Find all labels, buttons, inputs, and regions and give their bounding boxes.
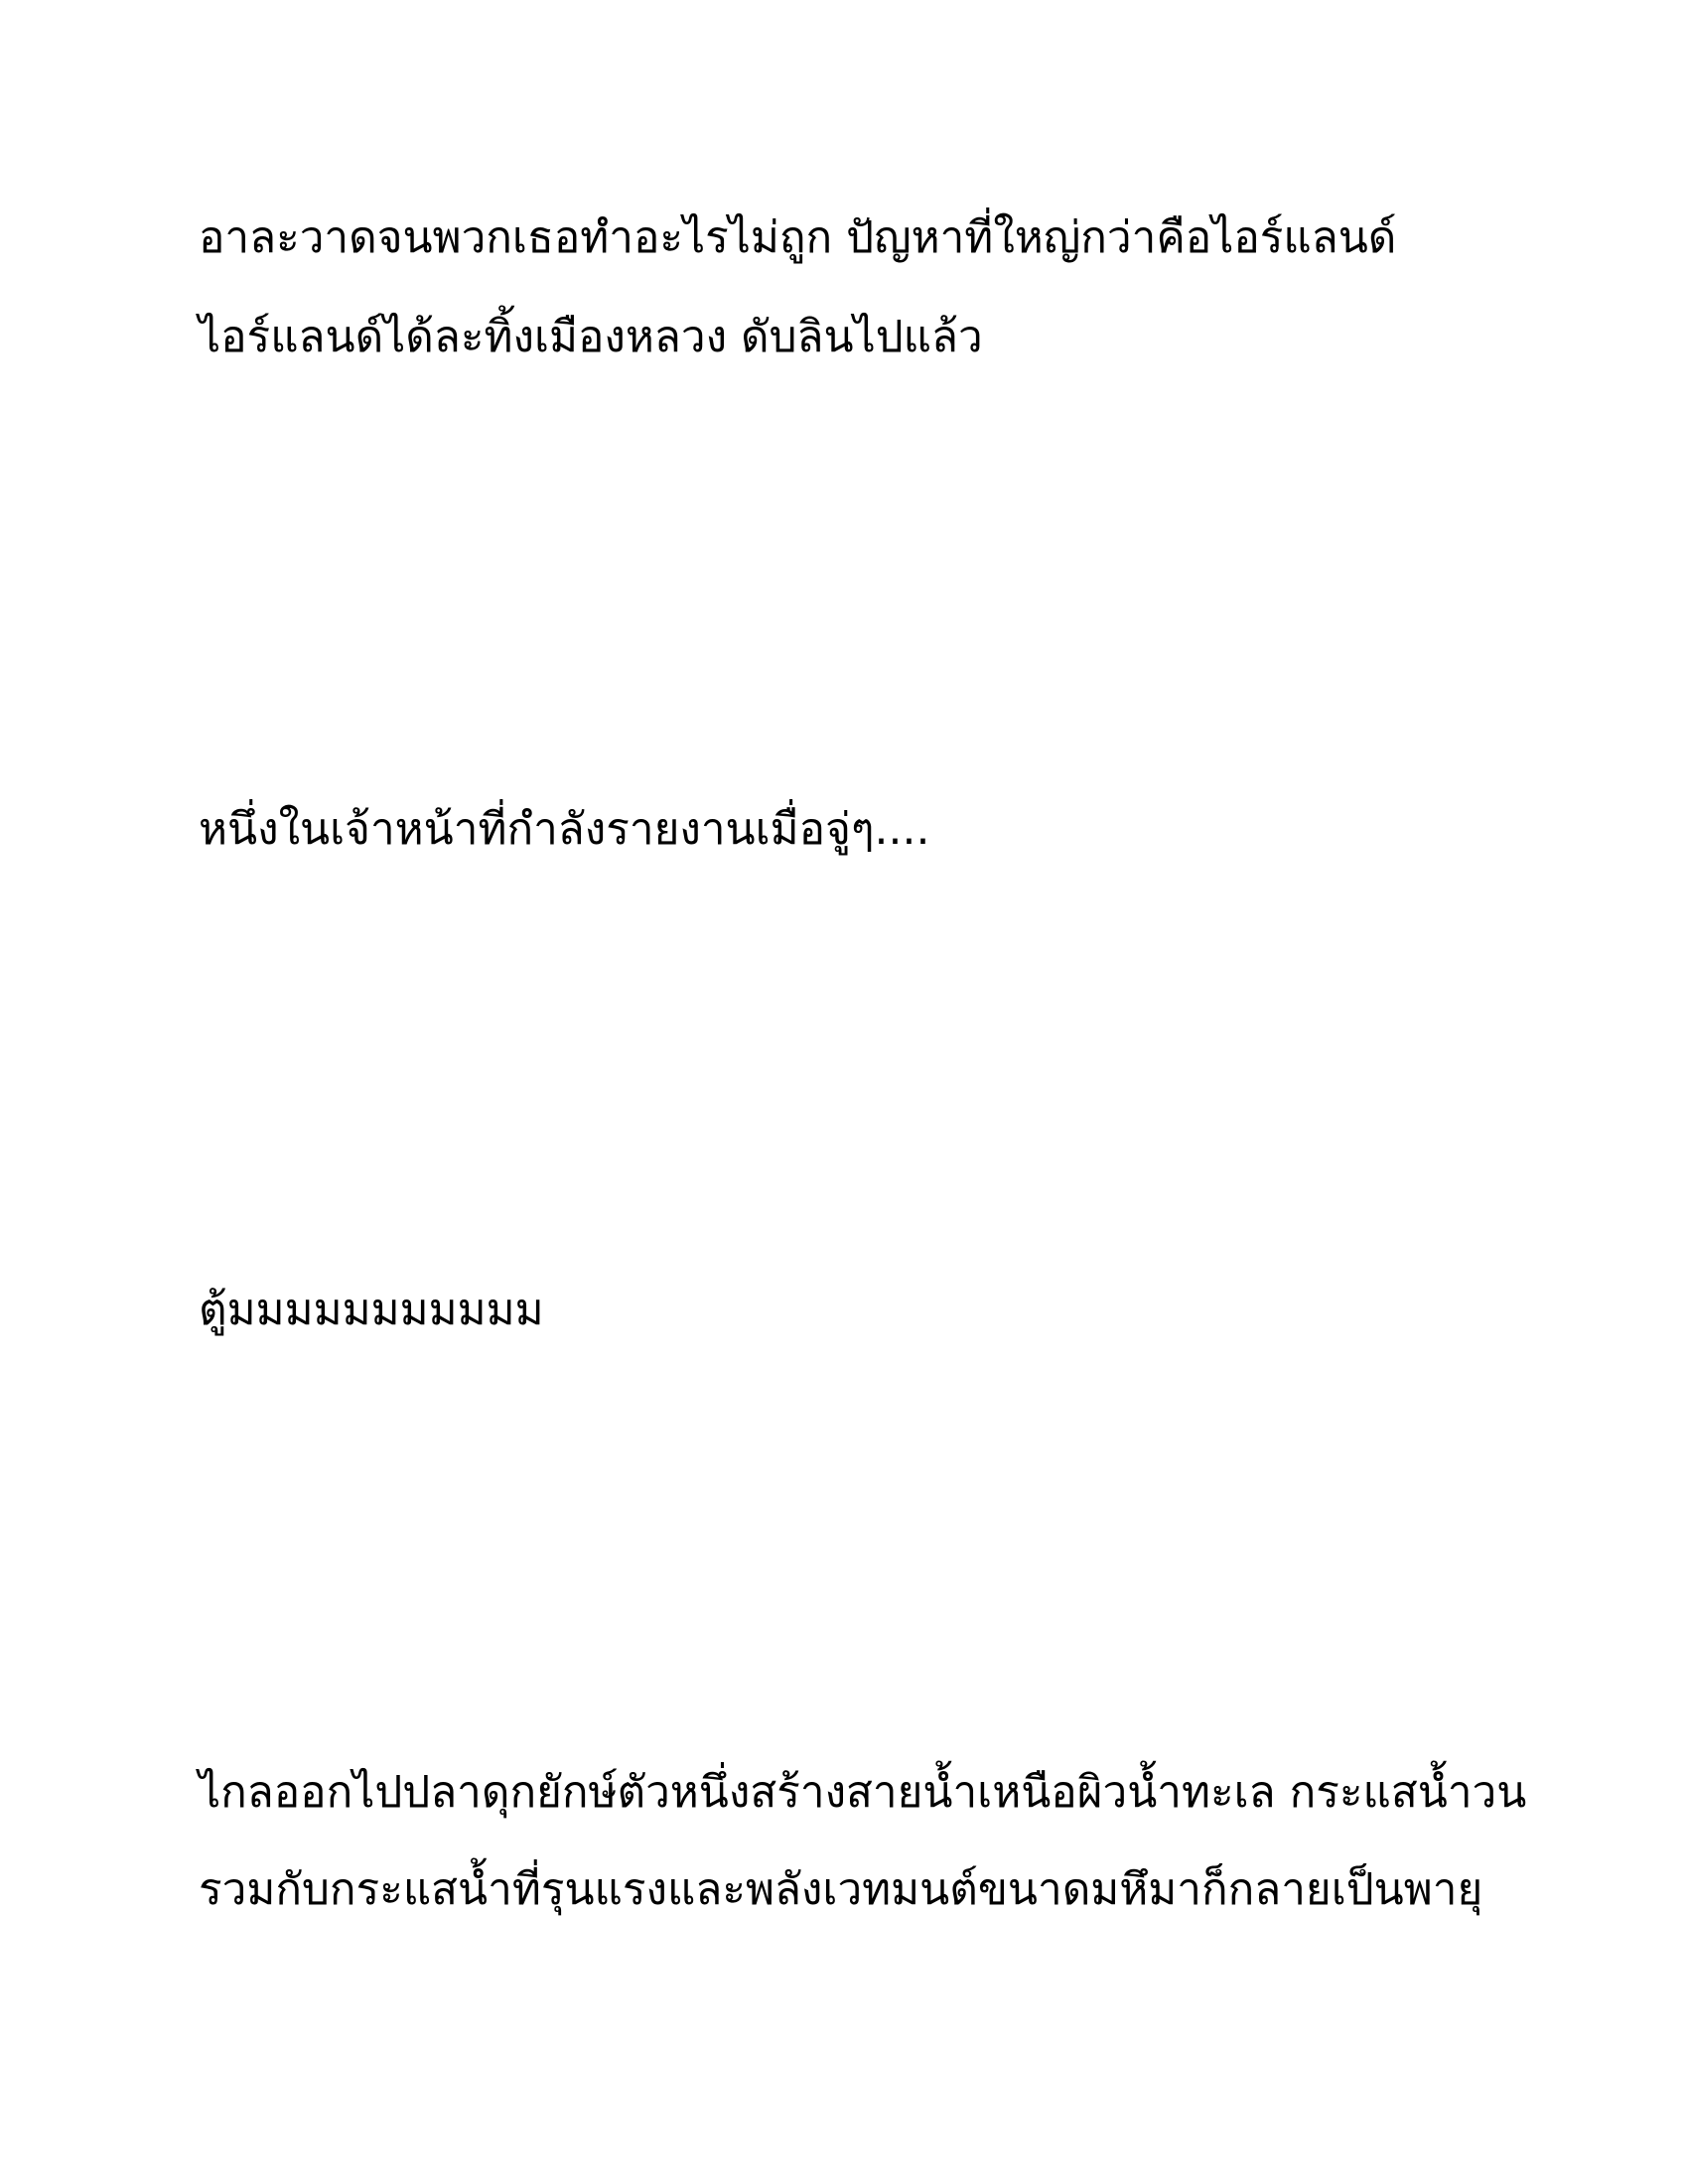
paragraph-3-line-1: ตู้มมมมมมมมมมม [199, 1285, 544, 1335]
paragraph-1-line-2: ไอร์แลนด์ได้ละทิ้งเมืองหลวง ดับลินไปแล้ว [199, 312, 983, 362]
paragraph-1-line-1: อาละวาดจนพวกเธอทำอะไรไม่ถูก ปัญหาที่ใหญ่กว่าคือไอร์แลนด์ [199, 212, 1397, 263]
paragraph-4-line-1: ไกลออกไปปลาดุกยักษ์ตัวหนึ่งสร้างสายน้ำเหนือผิวน้ำทะเล กระแสน้ำวน [199, 1767, 1527, 1818]
paragraph-4-line-2: รวมกับกระแสน้ำที่รุนแรงและพลังเวทมนต์ขนาดมหึมาก็กลายเป็นพายุ [199, 1864, 1483, 1915]
paragraph-2-line-1: หนึ่งในเจ้าหน้าที่กำลังรายงานเมื่อจู่ๆ.... [199, 804, 930, 855]
